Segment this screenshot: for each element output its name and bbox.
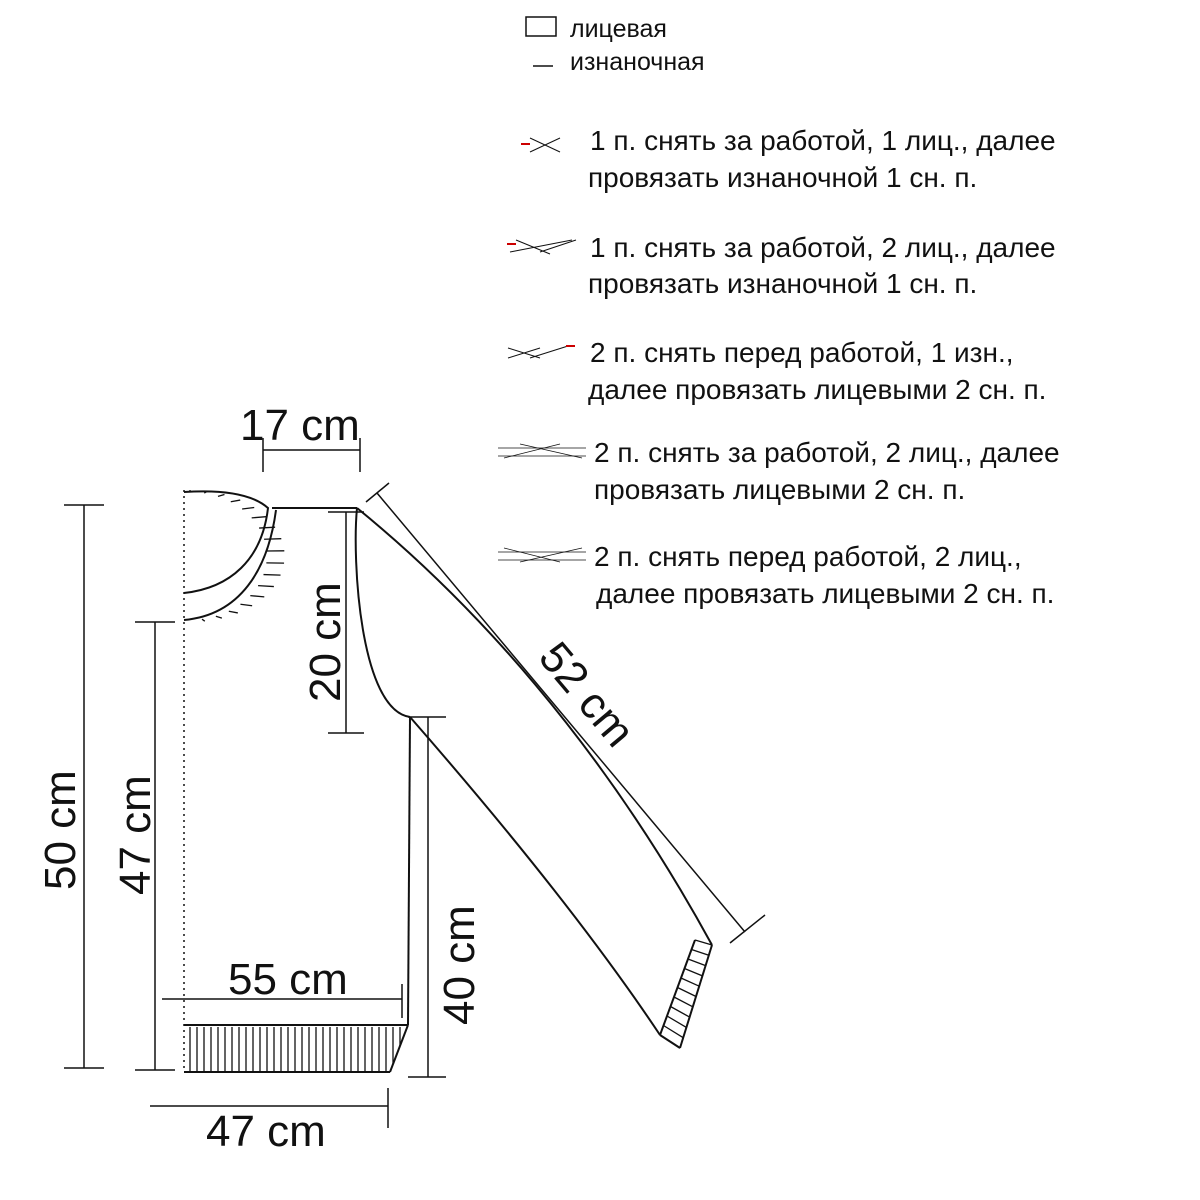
ribbing-stroke: [216, 616, 222, 618]
total-length-label: 50 cm: [36, 770, 85, 890]
neckline-ribbing: [184, 490, 284, 621]
ribbing-stroke: [674, 997, 693, 1007]
cable-2-line-1: 1 п. снять за работой, 2 лиц., далее: [590, 232, 1056, 263]
ribbing-stroke: [229, 611, 238, 613]
ribbing-stroke: [685, 969, 703, 976]
ribbing-stroke: [263, 575, 280, 576]
ribbing-stroke: [240, 604, 252, 606]
cable-4-line-2: провязать лицевыми 2 сн. п.: [594, 474, 966, 505]
legend-knit-label: лицевая: [570, 15, 667, 43]
ribbing-stroke: [660, 1035, 680, 1048]
ribbing-stroke: [664, 1026, 684, 1038]
cable-symbol-3-icon: [508, 346, 575, 358]
cable-4-line-1: 2 п. снять за работой, 2 лиц., далее: [594, 437, 1060, 468]
shoulder-dimension-label: 17 cm: [240, 401, 360, 450]
ribbing-stroke: [264, 539, 281, 540]
ribbing-stroke: [258, 586, 274, 587]
ribbing-stroke: [667, 1016, 686, 1027]
ribbing-stroke: [688, 959, 706, 966]
body-ribbing: [184, 1025, 408, 1072]
legend: [498, 15, 1060, 609]
cable-symbol-1-icon: [521, 138, 560, 152]
armhole-dimension-label: 20 cm: [301, 582, 350, 702]
ribbing-stroke: [678, 988, 697, 997]
ribbing-stroke: [202, 619, 205, 621]
cable-2-line-2: провязать изнаночной 1 сн. п.: [588, 268, 978, 299]
ribbing-stroke: [218, 495, 224, 497]
ribbing-stroke: [692, 950, 709, 956]
center-length-label: 47 cm: [111, 775, 160, 895]
ribbing-stroke: [231, 500, 240, 502]
cable-symbol-4-icon: [498, 444, 586, 458]
ribbing-stroke: [242, 508, 254, 509]
knit-stitch-icon: [526, 17, 556, 36]
ribbing-stroke: [259, 527, 275, 528]
cable-symbol-5-icon: [498, 548, 586, 562]
ribbing-stroke: [250, 596, 264, 597]
ribbing-stroke: [681, 978, 699, 986]
armhole-curve: [356, 508, 410, 717]
side-seam: [408, 717, 410, 1025]
cable-1-line-2: провязать изнаночной 1 сн. п.: [588, 162, 978, 193]
half-width-label: 55 cm: [228, 955, 348, 1004]
cable-3-line-1: 2 п. снять перед работой, 1 изн.,: [590, 337, 1014, 368]
ribbing-stroke: [671, 1007, 690, 1018]
cable-1-line-1: 1 п. снять за работой, 1 лиц., далее: [590, 125, 1056, 156]
side-length-label: 40 cm: [435, 905, 484, 1025]
cable-5-line-2: далее провязать лицевыми 2 сн. п.: [596, 578, 1055, 609]
legend-purl-label: изнаночная: [570, 48, 705, 76]
sleeve-dimension-label: 52 cm: [529, 632, 644, 757]
cable-5-line-1: 2 п. снять перед работой, 2 лиц.,: [594, 541, 1022, 572]
ribbing-stroke: [252, 517, 266, 518]
cable-symbol-2-icon: [507, 240, 576, 254]
cable-3-line-2: далее провязать лицевыми 2 сн. п.: [588, 374, 1047, 405]
bottom-width-label: 47 cm: [206, 1107, 326, 1156]
